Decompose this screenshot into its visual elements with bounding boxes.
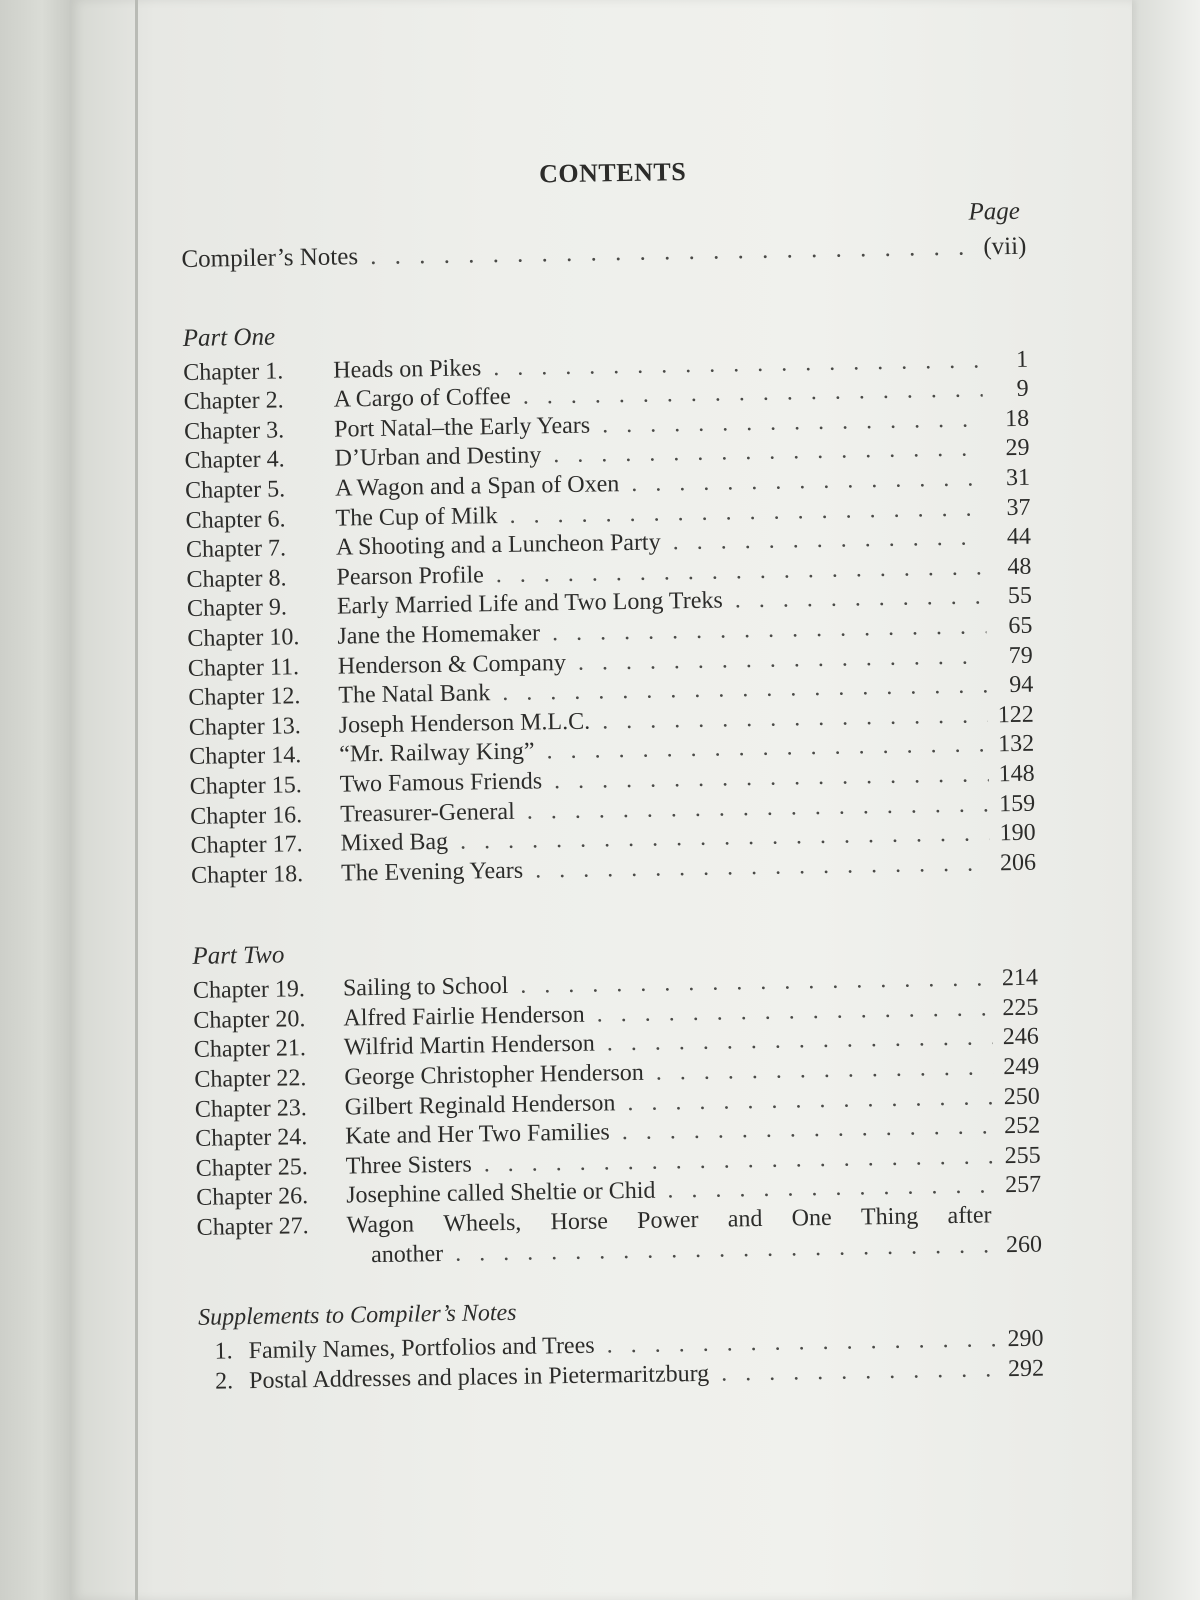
chapter-title: Mixed Bag bbox=[340, 828, 449, 857]
entry-label bbox=[196, 1150, 472, 1184]
chapter-title: Heads on Pikes bbox=[333, 354, 482, 384]
title-word: One bbox=[791, 1204, 832, 1232]
entry-page: 132 bbox=[997, 730, 1035, 758]
page-column-label: Page bbox=[968, 197, 1021, 226]
chapter-title: D’Urban and Destiny bbox=[334, 442, 542, 472]
chapter-title: Josephine called Sheltie or Chid bbox=[346, 1178, 656, 1209]
entry-page: 31 bbox=[1005, 464, 1031, 492]
entry-page: 48 bbox=[1007, 553, 1032, 580]
chapter-number: Chapter 17. bbox=[190, 831, 303, 860]
chapter-number: Chapter 9. bbox=[186, 594, 288, 623]
chapter-number: Chapter 26. bbox=[196, 1183, 309, 1212]
supplement-number: 2. bbox=[214, 1368, 234, 1395]
entry-page: 37 bbox=[1006, 494, 1031, 521]
chapter-number: Chapter 25. bbox=[195, 1153, 308, 1182]
page-gutter bbox=[135, 0, 138, 1600]
chapter-title: Wilfrid Martin Henderson bbox=[343, 1031, 596, 1062]
supplements-heading: Supplements to Compiler’s Notes bbox=[197, 1300, 517, 1332]
supplement-title: Family Names, Portfolios and Trees bbox=[248, 1332, 595, 1365]
chapter-title: “Mr. Railway King” bbox=[339, 738, 535, 768]
chapter-number: Chapter 10. bbox=[187, 624, 300, 652]
chapter-title: Treasurer-General bbox=[340, 798, 515, 828]
chapter-title: Kate and Her Two Families bbox=[345, 1119, 610, 1150]
chapter-number: Chapter 22. bbox=[194, 1065, 307, 1093]
chapter-number: Chapter 5. bbox=[184, 476, 286, 504]
chapter-title: Three Sisters bbox=[345, 1151, 472, 1180]
dot-leader bbox=[735, 583, 987, 617]
background-left bbox=[0, 0, 70, 1600]
entry-page: (vii) bbox=[983, 232, 1027, 261]
entry-page: 44 bbox=[1006, 523, 1032, 551]
title-word: Power bbox=[636, 1207, 699, 1234]
part-one-heading: Part One bbox=[182, 323, 276, 352]
dot-leader bbox=[721, 1355, 998, 1389]
chapter-number: Chapter 16. bbox=[190, 801, 303, 830]
chapter-number: Chapter 14. bbox=[189, 742, 302, 771]
chapter-number: Chapter 1. bbox=[183, 357, 284, 386]
chapter-title: Port Natal–the Early Years bbox=[333, 412, 591, 443]
chapter-number: Chapter 19. bbox=[192, 976, 306, 1005]
entry-page: 290 bbox=[1007, 1325, 1044, 1353]
entry-page: 94 bbox=[1009, 671, 1034, 699]
title-word: Horse bbox=[550, 1208, 609, 1236]
entry-page: 252 bbox=[1003, 1112, 1041, 1140]
part-two-heading: Part Two bbox=[192, 941, 285, 971]
entry-page: 122 bbox=[997, 701, 1034, 728]
entry-page: 159 bbox=[998, 790, 1036, 817]
chapter-number: Chapter 21. bbox=[193, 1035, 307, 1064]
chapter-title: Joseph Henderson M.L.C. bbox=[338, 708, 591, 739]
chapter-title: Henderson & Company bbox=[337, 649, 567, 680]
chapter-title: A Wagon and a Span of Oxen bbox=[334, 471, 620, 502]
entry-page: 29 bbox=[1005, 435, 1030, 462]
entry-label bbox=[188, 679, 490, 713]
title-word: Wagon bbox=[346, 1211, 415, 1239]
chapter-number: Chapter 2. bbox=[183, 387, 284, 416]
chapter-number: Chapter 4. bbox=[184, 446, 285, 475]
chapter-title: Sailing to School bbox=[342, 973, 509, 1002]
chapter-title-line-2: another bbox=[370, 1240, 444, 1268]
chapter-number: Chapter 20. bbox=[193, 1006, 306, 1034]
title-word: Thing bbox=[860, 1203, 919, 1231]
entry-title: Compiler’s Notes bbox=[181, 243, 359, 273]
part-one-list bbox=[183, 345, 1036, 891]
chapter-number: Chapter 3. bbox=[183, 417, 285, 445]
entry-label bbox=[190, 828, 448, 862]
entry-page: 250 bbox=[1003, 1083, 1040, 1110]
title-word: and bbox=[727, 1206, 763, 1233]
chapter-number: Chapter 23. bbox=[194, 1094, 308, 1123]
contents-heading: CONTENTS bbox=[538, 157, 687, 189]
chapter-title: A Cargo of Coffee bbox=[333, 384, 511, 413]
background-right bbox=[1130, 0, 1200, 1600]
chapter-number: Chapter 7. bbox=[185, 535, 287, 564]
dot-leader bbox=[370, 232, 978, 271]
chapter-number: Chapter 15. bbox=[189, 772, 302, 800]
chapter-title: The Evening Years bbox=[340, 857, 524, 887]
entry-page: 190 bbox=[999, 819, 1036, 847]
entry-page: 292 bbox=[1007, 1355, 1045, 1382]
chapter-title: Gilbert Reginald Henderson bbox=[344, 1089, 616, 1121]
title-word: Wheels, bbox=[443, 1209, 522, 1238]
entry-page: 260 bbox=[1005, 1231, 1043, 1258]
chapter-number: Chapter 24. bbox=[195, 1124, 308, 1153]
entry-page: 257 bbox=[1004, 1172, 1042, 1199]
chapter-number: Chapter 13. bbox=[188, 712, 302, 741]
chapter-title: Jane the Homemaker bbox=[337, 620, 541, 650]
entry-page: 148 bbox=[998, 760, 1035, 788]
compiler-notes-entry bbox=[181, 232, 1026, 275]
entry-label bbox=[183, 354, 481, 388]
entry-label bbox=[186, 561, 484, 595]
toc-entry-chapter-27 bbox=[196, 1201, 1042, 1273]
chapter-title: The Cup of Milk bbox=[335, 502, 498, 532]
entry-page: 246 bbox=[1002, 1024, 1040, 1051]
chapter-number: Chapter 11. bbox=[187, 653, 300, 682]
entry-page: 55 bbox=[1007, 583, 1033, 610]
contents-block bbox=[180, 152, 1044, 1398]
chapter-number: Chapter 8. bbox=[186, 565, 287, 593]
chapter-number: Chapter 12. bbox=[188, 683, 301, 712]
chapter-title: The Natal Bank bbox=[338, 680, 491, 709]
chapter-title: A Shooting and a Luncheon Party bbox=[335, 529, 661, 561]
chapter-title: Alfred Fairlie Henderson bbox=[343, 1001, 585, 1032]
chapter-number: Chapter 6. bbox=[185, 505, 286, 534]
entry-page: 206 bbox=[999, 849, 1037, 876]
chapter-title: Pearson Profile bbox=[336, 562, 484, 591]
entry-page: 214 bbox=[1001, 964, 1039, 992]
supplement-number: 1. bbox=[214, 1338, 233, 1365]
entry-page: 9 bbox=[1016, 375, 1029, 403]
entry-page: 65 bbox=[1008, 612, 1033, 639]
chapter-number: Chapter 27. bbox=[196, 1213, 309, 1241]
chapter-number: Chapter 18. bbox=[190, 860, 304, 889]
entry-label bbox=[191, 856, 523, 891]
entry-label bbox=[185, 502, 497, 536]
title-word: after bbox=[947, 1202, 992, 1230]
supplement-title: Postal Addresses and places in Pietermaritzburg bbox=[248, 1360, 710, 1394]
entry-page: 225 bbox=[1002, 994, 1039, 1022]
entry-page: 249 bbox=[1003, 1053, 1040, 1081]
chapter-title: George Christopher Henderson bbox=[344, 1059, 645, 1091]
entry-page: 1 bbox=[1015, 346, 1029, 373]
entry-page: 18 bbox=[1004, 405, 1030, 432]
chapter-title: Two Famous Friends bbox=[339, 768, 543, 798]
dot-leader bbox=[535, 849, 990, 886]
entry-page: 79 bbox=[1008, 642, 1034, 669]
chapter-title: Early Married Life and Two Long Treks bbox=[336, 587, 723, 620]
part-two-list bbox=[193, 964, 1042, 1214]
entry-page: 255 bbox=[1004, 1142, 1041, 1170]
